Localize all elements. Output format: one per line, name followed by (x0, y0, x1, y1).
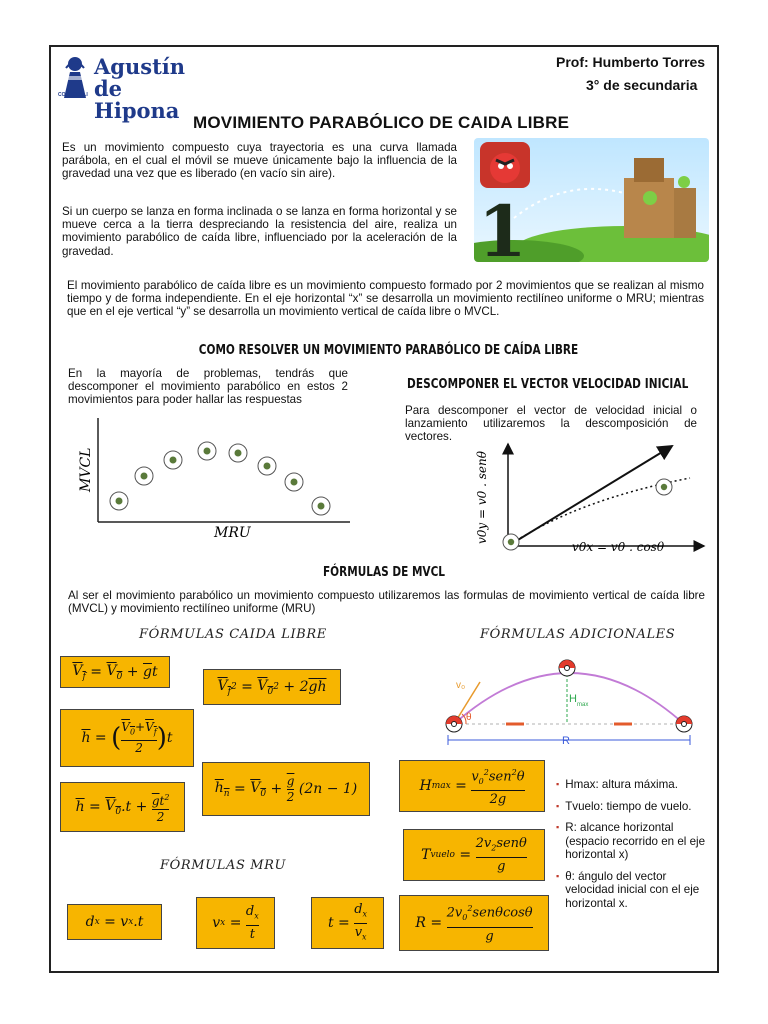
formula-vf-squared: $V_f$ 2 = $V_0$ 2 + 2 $\overline{g}$ $\overline{h}$ (203, 669, 341, 705)
traj-range-label: R (562, 735, 570, 747)
game-number: 1 (478, 190, 527, 262)
professor-name: Prof: Humberto Torres (556, 54, 706, 70)
graph-x-axis-label: MRU (214, 525, 251, 541)
formula-t: t = $d_x$ $v_x$ (311, 897, 384, 949)
section-heading-formulas: FÓRMULAS DE MVCL (322, 564, 446, 580)
logo-small-text: COPRODELI (58, 92, 88, 98)
logo-line1: Agustín (94, 54, 186, 79)
traj-hmax-sub: max (577, 702, 589, 708)
legend-item: ▪ θ: ángulo del vector velocidad inicial con el eje horizontal x. (556, 869, 700, 910)
resolve-text: En la mayoría de problemas, tendrás que descomponer el movimiento parabólico en estos 2 movimientos para poder hallar las respuestas (68, 367, 348, 407)
mru-heading: FÓRMULAS MRU (160, 858, 287, 873)
formula-tvuelo: T vuelo = $2v_2sen\theta$ g (403, 829, 545, 881)
traj-theta-label: θ (466, 712, 472, 723)
page-title: MOVIMIENTO PARABÓLICO DE CAIDA LIBRE (193, 113, 570, 132)
traj-v0-label: v₀ (456, 680, 466, 691)
graph-y-axis-label: MVCL (78, 447, 94, 492)
intro-paragraph-2: Si un cuerpo se lanza en forma inclinada o se lanza en forma horizontal y se mueve cerca a la tierra despreciando la resistencia del aire, realiza un movimiento parabólico de caída libre, influenciado por la aceleración de la gravedad. (62, 205, 457, 258)
adicionales-heading: FÓRMULAS ADICIONALES (480, 627, 676, 642)
section-heading-resolve: COMO RESOLVER UN MOVIMIENTO PARABÓLICO DE CAÍDA LIBRE (198, 342, 579, 358)
formula-dx: d x = v x .t (67, 904, 162, 940)
grade-label: 3° de secundaria (586, 77, 698, 93)
vector-diagram (466, 440, 710, 560)
symbol-legend (556, 778, 711, 918)
vy-label: v0y = v0 . senθ (475, 451, 489, 544)
formula-h-average: $\overline{h}$ = ( $V_0+V_f$ 2 ) t (60, 709, 194, 767)
formula-hmax: H max = $v_0^2sen^2\theta$ 2g (399, 760, 545, 812)
school-logo (58, 52, 188, 123)
section-heading-decompose: DESCOMPONER EL VECTOR VELOCIDAD INICIAL (407, 376, 689, 392)
angry-birds-image (474, 138, 709, 262)
caida-libre-heading: FÓRMULAS CAIDA LIBRE (139, 627, 327, 642)
decomposition-graph (72, 412, 362, 544)
formula-hn: $h_n$ = $V_0$ + $\overline{g}$ 2 (2n − 1) (202, 762, 370, 816)
formula-h-full: $\overline{h}$ = $V_0$ .t + $\overline{g}t^2$ 2 (60, 782, 185, 832)
formula-range: R = $2v_0^2sen\theta\cos\theta$ g (399, 895, 549, 951)
trajectory-diagram (436, 652, 700, 748)
legend-item: ▪ R: alcance horizontal (espacio recorrido en el eje horizontal x) (556, 821, 706, 861)
traj-hmax-label: H (569, 693, 577, 705)
legend-item: ▪ Tvuelo: tiempo de vuelo. (556, 799, 692, 813)
formulas-text: Al ser el movimiento parabólico un movimiento compuesto utilizaremos las formulas de movimiento vertical de caída libre (MVCL) y movimiento rectilíneo uniforme (MRU) (68, 589, 705, 616)
formula-vf: $V_f$ = $V_0$ + $\overline{g}$ t (60, 656, 170, 688)
intro-paragraph-1: Es un movimiento compuesto cuya trayectoria es una curva llamada parábola, en el cual el móvil se mueve únicamente bajo la influencia de la gravedad una vez que es liberado (en vacío sin aire). (62, 141, 457, 181)
logo-line2: de Hipona (94, 76, 180, 123)
vx-label: v0x = v0 . cosθ (572, 540, 665, 554)
intro-paragraph-3: El movimiento parabólico de caída libre es un movimiento compuesto formado por 2 movimientos que se realizan al mismo tiempo y de forma independiente. En el eje horizontal “x” se desarrolla un movimiento rectilíneo uniforme o MRU; mientras que en el eje vertical “y” se desarrolla un movimiento vertical de caída libre o MVCL. (67, 279, 704, 319)
formula-vx: v x = $d_x$ t (196, 897, 275, 949)
decompose-text: Para descomponer el vector de velocidad inicial o lanzamiento utilizaremos la descomposición de vectores. (405, 404, 697, 444)
legend-item: ▪ Hmax: altura máxima. (556, 778, 678, 791)
